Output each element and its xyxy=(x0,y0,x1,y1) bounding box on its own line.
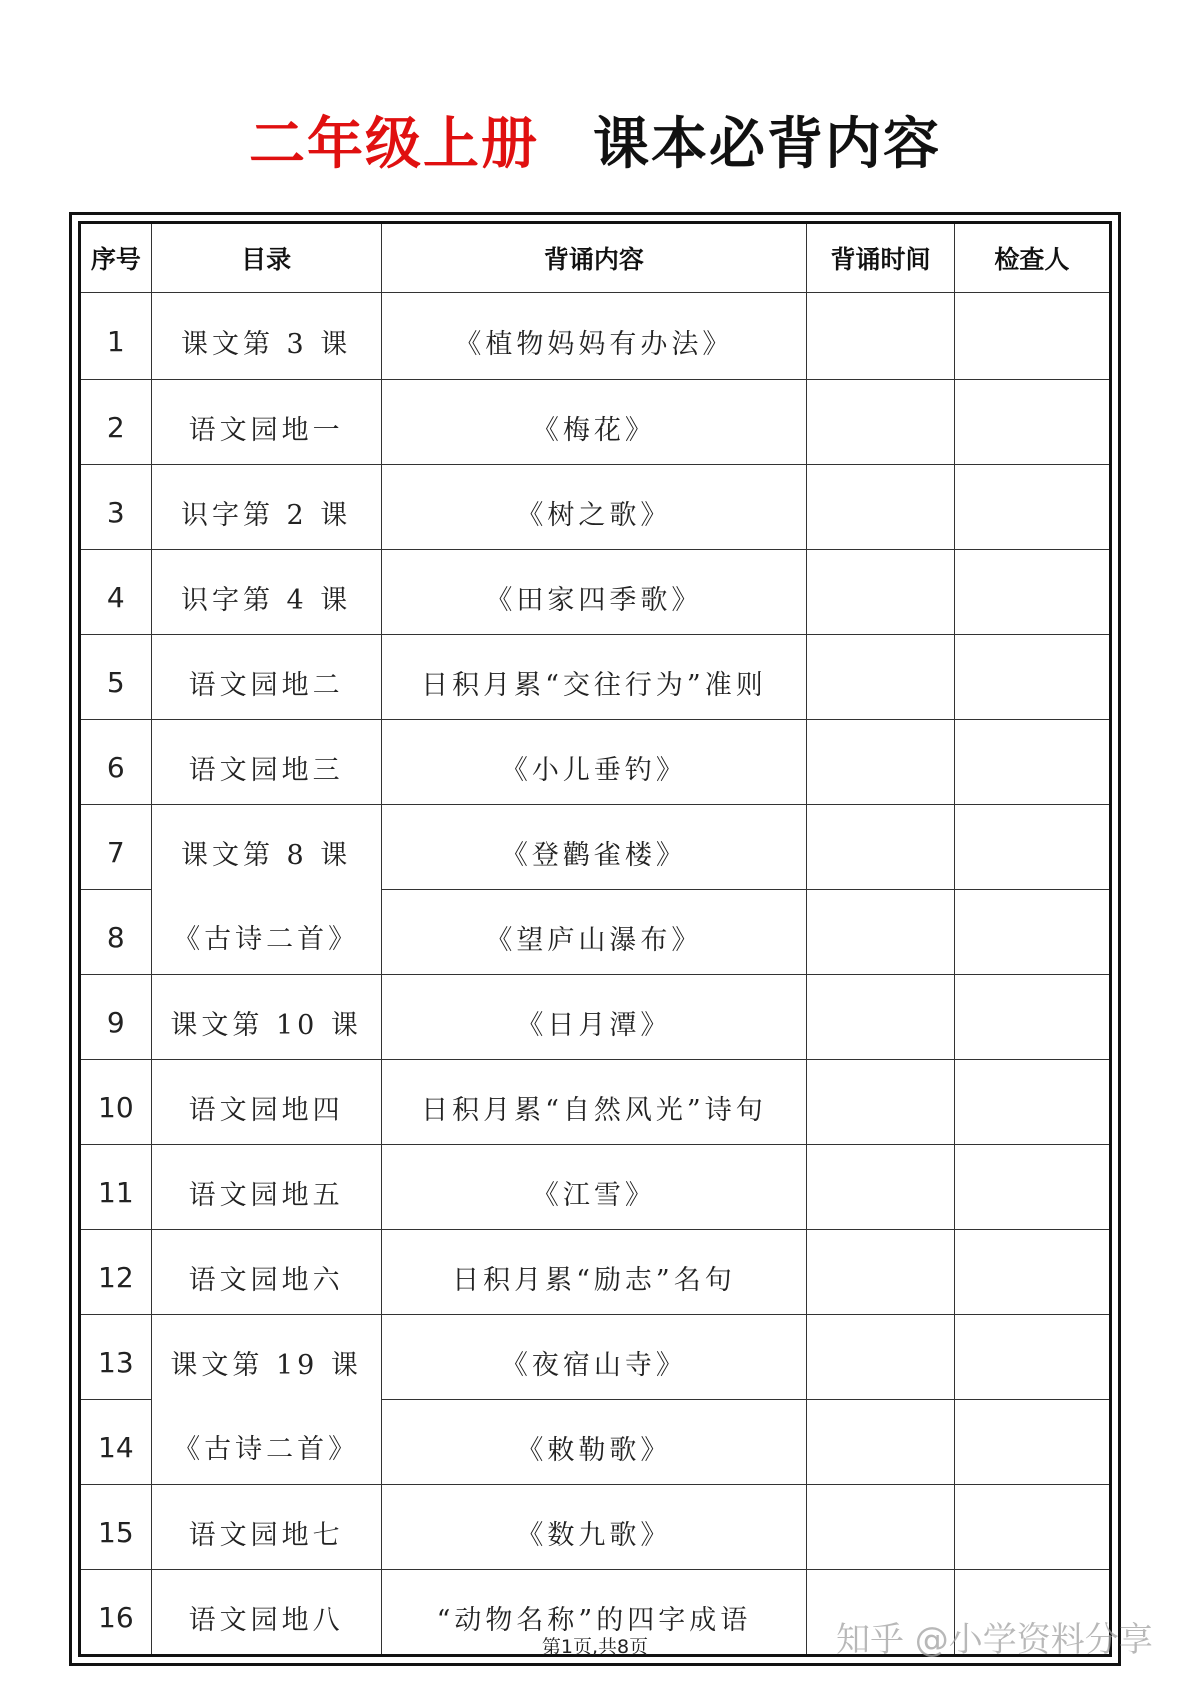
row-time-cell[interactable] xyxy=(807,720,955,805)
row-time-cell[interactable] xyxy=(807,1145,955,1230)
header-num: 序号 xyxy=(80,223,152,293)
row-checker-cell[interactable] xyxy=(954,293,1110,380)
row-time-cell[interactable] xyxy=(807,550,955,635)
row-content: 《小儿垂钓》 xyxy=(381,720,807,805)
row-num: 13 xyxy=(80,1315,152,1400)
table-row xyxy=(80,1145,1111,1230)
table-row xyxy=(80,293,1111,380)
row-catalog: 语文园地五 xyxy=(151,1145,381,1230)
header-row xyxy=(80,223,1111,293)
row-checker-cell[interactable] xyxy=(954,1060,1110,1145)
row-catalog: 课文第 8 课 xyxy=(151,805,381,890)
row-content: 日积月累“交往行为”准则 xyxy=(381,635,807,720)
recite-table xyxy=(78,221,1112,1657)
row-num: 5 xyxy=(80,635,152,720)
table-row xyxy=(80,1485,1111,1570)
row-num: 14 xyxy=(80,1400,152,1485)
row-num: 15 xyxy=(80,1485,152,1570)
row-checker-cell[interactable] xyxy=(954,465,1110,550)
row-content: 《江雪》 xyxy=(381,1145,807,1230)
table-row xyxy=(80,1400,1111,1485)
row-time-cell[interactable] xyxy=(807,1485,955,1570)
row-content: 《望庐山瀑布》 xyxy=(381,890,807,975)
row-time-cell[interactable] xyxy=(807,465,955,550)
table-row xyxy=(80,720,1111,805)
row-checker-cell[interactable] xyxy=(954,1485,1110,1570)
row-checker-cell[interactable] xyxy=(954,550,1110,635)
row-num: 11 xyxy=(80,1145,152,1230)
row-catalog: 语文园地八 xyxy=(151,1570,381,1656)
row-time-cell[interactable] xyxy=(807,1060,955,1145)
table-row xyxy=(80,805,1111,890)
table-row xyxy=(80,975,1111,1060)
row-content: “动物名称”的四字成语 xyxy=(381,1570,807,1656)
row-checker-cell[interactable] xyxy=(954,1400,1110,1485)
row-content: 《登鹳雀楼》 xyxy=(381,805,807,890)
header-checker: 检查人 xyxy=(954,223,1110,293)
row-content: 《敕勒歌》 xyxy=(381,1400,807,1485)
row-content: 《梅花》 xyxy=(381,380,807,465)
table-row xyxy=(80,1315,1111,1400)
title-grade: 二年级上册 xyxy=(249,112,539,177)
row-content: 《日月潭》 xyxy=(381,975,807,1060)
header-time: 背诵时间 xyxy=(807,223,955,293)
row-num: 4 xyxy=(80,550,152,635)
title-subject: 课本必背内容 xyxy=(593,112,941,177)
row-time-cell[interactable] xyxy=(807,805,955,890)
row-checker-cell[interactable] xyxy=(954,1145,1110,1230)
row-num: 8 xyxy=(80,890,152,975)
watermark: 知乎 @小学资料分享 xyxy=(836,1620,1153,1660)
row-content: 日积月累“励志”名句 xyxy=(381,1230,807,1315)
row-content: 《数九歌》 xyxy=(381,1485,807,1570)
row-catalog: 语文园地六 xyxy=(151,1230,381,1315)
row-catalog: 课文第 10 课 xyxy=(151,975,381,1060)
row-catalog: 课文第 19 课 xyxy=(151,1315,381,1400)
row-num: 12 xyxy=(80,1230,152,1315)
row-catalog: 语文园地二 xyxy=(151,635,381,720)
header-content: 背诵内容 xyxy=(381,223,807,293)
row-checker-cell[interactable] xyxy=(954,1230,1110,1315)
header-catalog: 目录 xyxy=(151,223,381,293)
row-catalog: 语文园地三 xyxy=(151,720,381,805)
row-content: 《植物妈妈有办法》 xyxy=(381,293,807,380)
row-catalog: 《古诗二首》 xyxy=(151,890,381,975)
table-row xyxy=(80,380,1111,465)
table-row xyxy=(80,635,1111,720)
table-row xyxy=(80,550,1111,635)
row-checker-cell[interactable] xyxy=(954,890,1110,975)
page-title xyxy=(0,100,1190,180)
table-row xyxy=(80,1060,1111,1145)
table-row xyxy=(80,1230,1111,1315)
row-content: 《田家四季歌》 xyxy=(381,550,807,635)
row-checker-cell[interactable] xyxy=(954,805,1110,890)
row-num: 7 xyxy=(80,805,152,890)
row-time-cell[interactable] xyxy=(807,975,955,1060)
row-time-cell[interactable] xyxy=(807,1400,955,1485)
row-checker-cell[interactable] xyxy=(954,635,1110,720)
row-catalog: 语文园地七 xyxy=(151,1485,381,1570)
row-content: 日积月累“自然风光”诗句 xyxy=(381,1060,807,1145)
row-checker-cell[interactable] xyxy=(954,380,1110,465)
row-time-cell[interactable] xyxy=(807,1315,955,1400)
row-num: 3 xyxy=(80,465,152,550)
table-frame xyxy=(69,212,1121,1666)
row-catalog: 课文第 3 课 xyxy=(151,293,381,380)
row-time-cell[interactable] xyxy=(807,293,955,380)
row-checker-cell[interactable] xyxy=(954,1315,1110,1400)
row-num: 10 xyxy=(80,1060,152,1145)
row-num: 2 xyxy=(80,380,152,465)
page-number: 第1页,共8页 xyxy=(541,1636,649,1658)
row-content: 《夜宿山寺》 xyxy=(381,1315,807,1400)
row-catalog: 《古诗二首》 xyxy=(151,1400,381,1485)
row-time-cell[interactable] xyxy=(807,635,955,720)
row-checker-cell[interactable] xyxy=(954,975,1110,1060)
row-num: 9 xyxy=(80,975,152,1060)
row-num: 16 xyxy=(80,1570,152,1656)
table-row xyxy=(80,465,1111,550)
row-num: 6 xyxy=(80,720,152,805)
row-checker-cell[interactable] xyxy=(954,720,1110,805)
row-content: 《树之歌》 xyxy=(381,465,807,550)
row-time-cell[interactable] xyxy=(807,890,955,975)
row-catalog: 识字第 2 课 xyxy=(151,465,381,550)
row-catalog: 语文园地四 xyxy=(151,1060,381,1145)
row-time-cell[interactable] xyxy=(807,380,955,465)
row-time-cell[interactable] xyxy=(807,1230,955,1315)
row-num: 1 xyxy=(80,293,152,380)
table-row xyxy=(80,890,1111,975)
row-catalog: 语文园地一 xyxy=(151,380,381,465)
row-catalog: 识字第 4 课 xyxy=(151,550,381,635)
